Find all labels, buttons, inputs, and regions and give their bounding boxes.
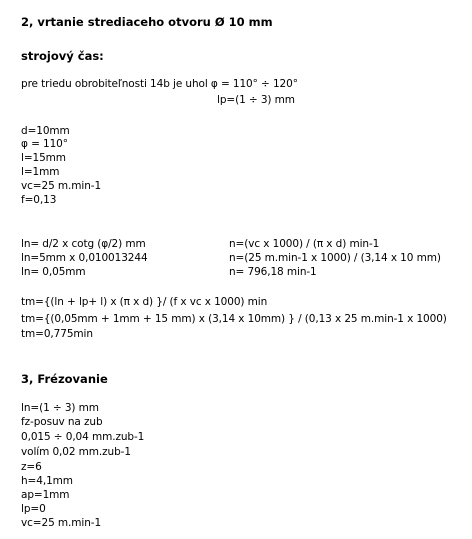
param-angle: φ = 110° (21, 138, 68, 150)
param-overrun: l=1mm (21, 166, 60, 178)
param-feed: f=0,13 (21, 194, 57, 206)
machine-time-subheading: strojový čas: (21, 49, 104, 63)
milling-line-cutting-speed: vc=25 m.min-1 (21, 517, 102, 529)
tm-formula: tm={(ln + lp+ l) x (π x d) }/ (f x vc x 1000) min (21, 296, 268, 308)
calc-ln-formula: ln= d/2 x cotg (φ/2) mm (21, 238, 146, 250)
calc-n-substitution: n=(25 m.min-1 x 1000) / (3,14 x 10 mm) (229, 252, 441, 264)
calc-n-result: n= 796,18 min-1 (229, 266, 317, 278)
section-3-heading: 3, Frézovanie (21, 372, 108, 386)
milling-line-overrun: ln=(1 ÷ 3) mm (21, 402, 99, 414)
milling-line-feed-label: fz-posuv na zub (21, 416, 103, 428)
milling-line-depth: ap=1mm (21, 489, 70, 501)
milling-line-teeth: z=6 (21, 461, 42, 473)
calc-ln-substitution: ln=5mm x 0,010013244 (21, 252, 148, 264)
section-2-heading: 2, vrtanie strediaceho otvoru Ø 10 mm (21, 15, 273, 29)
calc-n-formula: n=(vc x 1000) / (π x d) min-1 (229, 238, 380, 250)
tm-result: tm=0,775min (21, 328, 93, 340)
milling-line-height: h=4,1mm (21, 475, 73, 487)
milling-line-approach: lp=0 (21, 503, 46, 515)
milling-line-feed-range: 0,015 ÷ 0,04 mm.zub-1 (21, 431, 145, 443)
intro-line-2: lp=(1 ÷ 3) mm (217, 94, 295, 106)
param-cutting-speed: vc=25 m.min-1 (21, 180, 102, 192)
calc-ln-result: ln= 0,05mm (21, 266, 86, 278)
tm-substitution: tm={(0,05mm + 1mm + 15 mm) x (3,14 x 10mm) } / (0,13 x 25 m.min-1 x 1000) (21, 313, 447, 325)
param-diameter: d=10mm (21, 125, 70, 137)
intro-line-1: pre triedu obrobiteľnosti 14b je uhol φ = 110° ÷ 120° (21, 78, 298, 90)
param-length: l=15mm (21, 152, 66, 164)
milling-line-feed-chosen: volím 0,02 mm.zub-1 (21, 446, 131, 458)
